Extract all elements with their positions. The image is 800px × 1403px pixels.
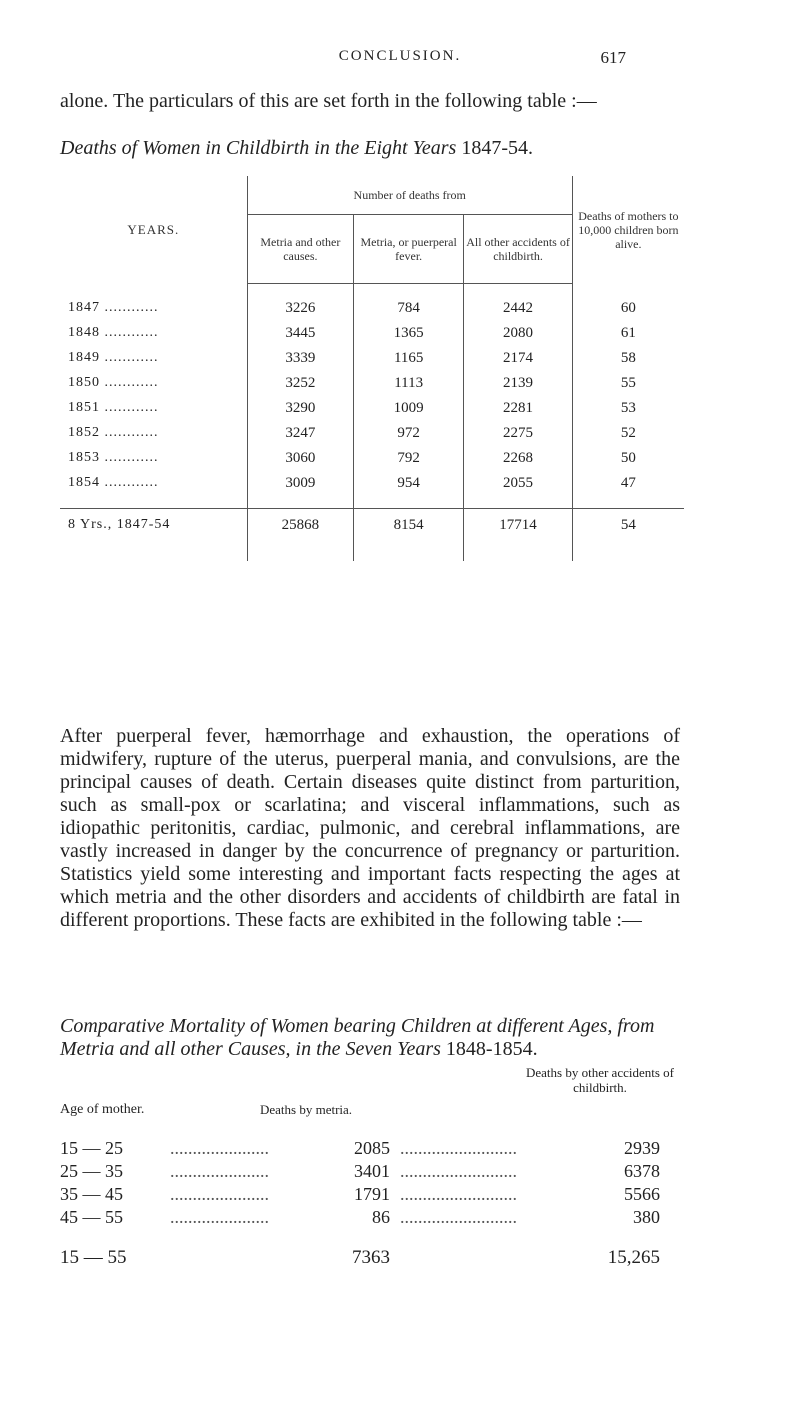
rate-cell: 53 [620, 399, 636, 416]
metria-other-cell: 3247 [247, 421, 353, 446]
table-row [60, 321, 684, 346]
rate-cell: 61 [620, 324, 636, 341]
total-years-cell: 8 Yrs., 1847-54 [60, 508, 247, 561]
year-cell: 1847 ............ [60, 284, 247, 321]
other-deaths-header: Deaths by other accidents of childbirth. [525, 1065, 674, 1095]
leader-dots: .......................... [400, 1207, 517, 1227]
metria-fever-cell: 1165 [354, 346, 464, 371]
other-cell: 6378 [624, 1161, 660, 1181]
table-row [60, 396, 684, 421]
rate-cell: 52 [620, 424, 636, 441]
other-cell: 5566 [624, 1184, 660, 1204]
total-other-cell: 15,265 [607, 1247, 660, 1268]
metria-other-cell: 3009 [247, 471, 353, 496]
total-row [60, 508, 684, 561]
leader-dots: ...................... [170, 1207, 269, 1227]
years-header: YEARS. [60, 176, 247, 284]
table2-caption [60, 1015, 680, 1061]
rate-cell: 58 [620, 349, 636, 366]
table-row [60, 346, 684, 371]
metria-other-cell: 3290 [247, 396, 353, 421]
accidents-cell: 2275 [464, 421, 572, 446]
other-cell: 380 [633, 1207, 660, 1227]
table-row [60, 1184, 680, 1206]
leader-dots: .......................... [400, 1161, 517, 1181]
metria-other-header: Metria and other causes. [247, 215, 353, 284]
mortality-by-age-table [60, 1065, 680, 1285]
metria-fever-cell: 1113 [354, 371, 464, 396]
metria-other-cell: 3252 [247, 371, 353, 396]
deaths-rate-header: Deaths of mothers to 10,000 children born alive. [578, 208, 679, 251]
running-head [0, 48, 800, 72]
metria-other-cell: 3226 [247, 284, 353, 321]
accidents-cell: 2442 [464, 284, 572, 321]
table2-caption-text: Comparative Mortality of Women bearing Children at different Ages, from Metria and all other Causes, in the Seven Years [60, 1015, 655, 1060]
metria-fever-cell: 784 [354, 284, 464, 321]
year-cell: 1853 ............ [60, 446, 247, 471]
table1-caption-years: 1847-54. [461, 137, 533, 159]
running-title: CONCLUSION. [338, 48, 462, 64]
year-cell: 1851 ............ [60, 396, 247, 421]
accidents-cell: 2139 [464, 371, 572, 396]
metria-other-cell: 3339 [247, 346, 353, 371]
body-paragraph: After puerperal fever, hæmorrhage and exhaustion, the operations of midwifery, rupture of the uterus, puerperal mania, and convulsions, are the principal causes of death. Certain diseases quite distinct from parturition, such as small-pox or scarlatina; and visceral inflammations, such as idiopathic peritonitis, cardiac, pulmonic, and cerebral inflammations, are vastly increased in danger by the concurrence of pregnancy or parturition. Statistics yield some interesting and important facts respecting the ages at which metria and the other disorders and accidents of childbirth are fatal in different proportions. These facts are exhibited in the following table :— [60, 725, 680, 931]
year-cell: 1854 ............ [60, 471, 247, 496]
metria-fever-cell: 954 [354, 471, 464, 496]
year-cell: 1852 ............ [60, 421, 247, 446]
total-metria-other-cell: 25868 [247, 508, 353, 561]
table-row [60, 421, 684, 446]
rate-cell: 47 [620, 474, 636, 491]
table-row [60, 471, 684, 496]
total-metria-fever-cell: 8154 [354, 508, 464, 561]
metria-other-cell: 3060 [247, 446, 353, 471]
accidents-cell: 2055 [464, 471, 572, 496]
total-metria-cell: 7363 [352, 1247, 390, 1268]
accidents-cell: 2281 [464, 396, 572, 421]
age-cell: 15 — 25 [60, 1138, 123, 1158]
total-age-cell: 15 — 55 [60, 1247, 127, 1268]
accidents-cell: 2268 [464, 446, 572, 471]
number-of-deaths-header: Number of deaths from [247, 176, 572, 215]
page-number: 617 [600, 48, 626, 67]
metria-deaths-header: Deaths by metria. [260, 1102, 353, 1117]
rate-cell: 55 [620, 374, 636, 391]
table-row [60, 371, 684, 396]
table-row [60, 446, 684, 471]
metria-fever-cell: 972 [354, 421, 464, 446]
intro-paragraph: alone. The particulars of this are set forth in the following table :— [60, 90, 597, 112]
accidents-cell: 2174 [464, 346, 572, 371]
table1-caption [60, 137, 680, 160]
spacer-row [60, 496, 684, 509]
leader-dots: .......................... [400, 1184, 517, 1204]
table-row [60, 284, 684, 321]
metria-fever-cell: 1365 [354, 321, 464, 346]
metria-fever-cell: 1009 [354, 396, 464, 421]
year-cell: 1849 ............ [60, 346, 247, 371]
accidents-cell: 2080 [464, 321, 572, 346]
table-row [60, 1138, 680, 1160]
age-cell: 35 — 45 [60, 1184, 123, 1204]
year-cell: 1850 ............ [60, 371, 247, 396]
metria-other-cell: 3445 [247, 321, 353, 346]
accidents-header: All other accidents of childbirth. [464, 215, 572, 284]
metria-fever-cell: 792 [354, 446, 464, 471]
total-row [60, 1247, 680, 1269]
metria-cell: 1791 [354, 1184, 390, 1204]
rate-cell: 50 [620, 449, 636, 466]
metria-cell: 3401 [354, 1161, 390, 1181]
leader-dots: .......................... [400, 1138, 517, 1158]
metria-cell: 86 [372, 1207, 390, 1227]
rate-cell: 60 [620, 299, 636, 316]
year-cell: 1848 ............ [60, 321, 247, 346]
table2-caption-years: 1848-1854. [445, 1038, 538, 1060]
table-row [60, 1207, 680, 1229]
leader-dots: ...................... [170, 1138, 269, 1158]
table-row [60, 1161, 680, 1183]
other-cell: 2939 [624, 1138, 660, 1158]
metria-fever-header: Metria, or puerperal fever. [354, 215, 464, 284]
total-accidents-cell: 17714 [464, 508, 572, 561]
age-header: Age of mother. [60, 1102, 145, 1117]
age-cell: 45 — 55 [60, 1207, 123, 1227]
table1-caption-text: Deaths of Women in Childbirth in the Eight Years [60, 137, 457, 159]
leader-dots: ...................... [170, 1161, 269, 1181]
metria-cell: 2085 [354, 1138, 390, 1158]
total-rate-cell: 54 [572, 508, 684, 561]
deaths-by-year-table [60, 176, 684, 561]
leader-dots: ...................... [170, 1184, 269, 1204]
age-cell: 25 — 35 [60, 1161, 123, 1181]
